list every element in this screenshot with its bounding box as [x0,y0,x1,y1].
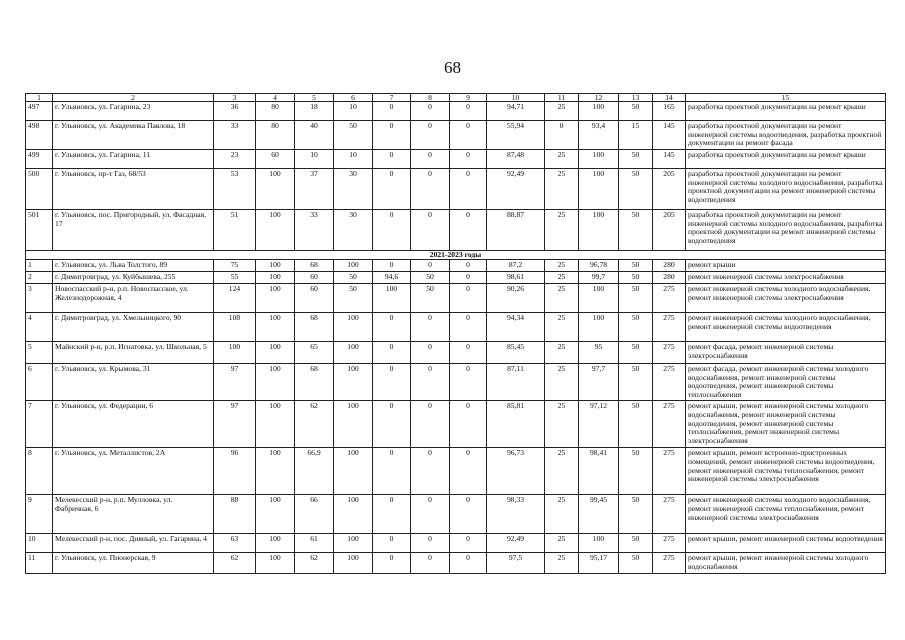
table-cell: 50 [619,102,653,121]
table-row [26,553,886,573]
table-cell: 25 [545,342,579,364]
page-number: 68 [444,58,461,77]
table-cell: 15 [619,121,653,150]
table-cell: 94,34 [487,313,545,342]
table-cell: 80 [256,102,295,121]
table-cell: 97 [214,401,256,448]
table-cell: 100 [579,284,619,313]
table-cell: 50 [619,169,653,210]
table-cell: 68 [295,364,334,401]
table-cell: 50 [619,284,653,313]
table-cell: 0 [411,342,450,364]
table-cell: 108 [214,313,256,342]
table-cell: 61 [295,534,334,553]
table-cell: 50 [619,495,653,534]
table-cell: 66,9 [295,448,334,495]
table-cell: 0 [373,169,411,210]
column-header: 3 [214,94,256,102]
section-row [26,251,886,260]
table-cell: 50 [411,272,450,284]
table-cell: 96,78 [579,260,619,272]
table-cell: 100 [579,534,619,553]
table-row [26,313,886,342]
table-cell: 0 [450,102,487,121]
table-cell: 0 [373,121,411,150]
table-row [26,260,886,272]
table-cell: ремонт фасада, ремонт инженерной системы холодного водоснабжения, ремонт инженерной системы водоотведения, ремонт инженерной системы теплоснабжения [686,364,886,401]
table-cell: 100 [256,272,295,284]
table-cell: 275 [653,284,686,313]
table-cell: 37 [295,169,334,210]
table-cell: 275 [653,342,686,364]
table-cell: 0 [450,284,487,313]
table-cell: 55 [214,272,256,284]
table-cell: 275 [653,553,686,573]
table-cell: разработка проектной документации на ремонт крыши [686,150,886,169]
table-cell: 50 [334,272,373,284]
table-cell: 98,41 [579,448,619,495]
table-cell: 60 [295,284,334,313]
table-cell: 100 [214,342,256,364]
table-cell: г. Ульяновск, ул. Гагарина, 23 [53,102,214,121]
table-cell: 0 [450,534,487,553]
table-cell: 0 [450,260,487,272]
table-cell: 62 [214,553,256,573]
table-cell: разработка проектной документации на ремонт инженерной системы водоотведения, разработка проектной документации на ремонт фасада [686,121,886,150]
table-cell: 0 [373,553,411,573]
table-cell: 100 [256,313,295,342]
table-cell: 0 [450,169,487,210]
table-cell: разработка проектной документации на ремонт крыши [686,102,886,121]
table-body [26,94,886,574]
table-cell: 0 [450,401,487,448]
table-cell: 50 [619,448,653,495]
table-cell: Мелекесский р-н, р.п. Мулловка, ул. Фабричная, 6 [53,495,214,534]
table-cell: 0 [450,150,487,169]
column-header: 13 [619,94,653,102]
table-cell: 0 [373,342,411,364]
table-cell: 50 [619,401,653,448]
table-cell: 60 [295,272,334,284]
table-cell: ремонт инженерной системы электроснабжения [686,272,886,284]
table-cell: 0 [450,364,487,401]
table-cell: 0 [373,313,411,342]
table-cell: ремонт инженерной системы холодного водоснабжения, ремонт инженерной системы водоотведения [686,313,886,342]
table-cell: 97,7 [579,364,619,401]
table-cell: 1 [26,260,53,272]
table-cell: г. Ульяновск, ул. Льва Толстого, 89 [53,260,214,272]
table-cell: 0 [450,553,487,573]
table-cell: 100 [334,534,373,553]
table-cell: 100 [334,448,373,495]
table-cell: ремонт крыши, ремонт инженерной системы холодного водоснабжения [686,553,886,573]
table-cell: 100 [373,284,411,313]
table-cell: 97,5 [487,553,545,573]
table-cell: 0 [411,364,450,401]
table-cell: 2 [26,272,53,284]
table-cell: 205 [653,210,686,251]
table-cell: 50 [619,553,653,573]
table-row [26,210,886,251]
table-cell: 100 [256,495,295,534]
table-cell: 10 [334,150,373,169]
table-cell: 165 [653,102,686,121]
table-cell: 0 [373,401,411,448]
table-cell: 100 [256,448,295,495]
table-cell: 25 [545,553,579,573]
table-cell: 25 [545,272,579,284]
table-cell: разработка проектной документации на ремонт инженерной системы холодного водоснабжения, разработка проектной документации на ремонт инженерной системы водоотведения [686,169,886,210]
table-cell: 95,17 [579,553,619,573]
table-cell: 205 [653,169,686,210]
table-cell: 50 [619,313,653,342]
table-cell: 275 [653,401,686,448]
table-cell: 275 [653,313,686,342]
table-cell: 92,49 [487,534,545,553]
table-cell: 0 [411,553,450,573]
table-cell: 0 [411,150,450,169]
table-cell: г. Ульяновск, ул. Крымова, 31 [53,364,214,401]
table-cell: 99,45 [579,495,619,534]
table-cell: 100 [579,210,619,251]
table-cell: 87,11 [487,364,545,401]
table-cell: 8 [26,448,53,495]
table-cell: 100 [256,342,295,364]
table-cell: 97,12 [579,401,619,448]
column-header: 6 [334,94,373,102]
column-header: 14 [653,94,686,102]
table-cell: 98,33 [487,495,545,534]
table-cell: г. Ульяновск, ул. Гагарина, 11 [53,150,214,169]
table-cell: 100 [334,495,373,534]
table-cell: 62 [295,553,334,573]
table-cell: 3 [26,284,53,313]
table-cell: 0 [373,364,411,401]
table-cell: 0 [411,102,450,121]
table-cell: 25 [545,313,579,342]
table-row [26,495,886,534]
table-cell: ремонт инженерной системы холодного водоснабжения, ремонт инженерной системы электроснабжения [686,284,886,313]
table-cell: 50 [619,342,653,364]
table-cell: 10 [26,534,53,553]
table-cell: 499 [26,150,53,169]
table-cell: г. Димитровград, ул. Хмельницкого, 90 [53,313,214,342]
table-cell: 100 [334,342,373,364]
table-cell: 30 [334,169,373,210]
table-cell: 51 [214,210,256,251]
table-cell: 4 [26,313,53,342]
table-cell: 498 [26,121,53,150]
table-cell: 100 [334,553,373,573]
table-cell: 0 [373,260,411,272]
table-cell: 100 [256,260,295,272]
table-cell: 87,48 [487,150,545,169]
table-cell: 85,81 [487,401,545,448]
table-cell: ремонт крыши, ремонт инженерной системы водоотведения [686,534,886,553]
table-cell: 100 [334,401,373,448]
table-cell: г. Димитровград, ул. Куйбышева, 255 [53,272,214,284]
column-header: 11 [545,94,579,102]
table-cell: 25 [545,401,579,448]
table-cell: 501 [26,210,53,251]
table-cell: 0 [411,448,450,495]
table-cell: 500 [26,169,53,210]
table-cell: Майнский р-н, р.п. Игнатовка, ул. Школьная, 5 [53,342,214,364]
table-cell: 50 [619,210,653,251]
table-cell: 0 [450,495,487,534]
table-cell: 100 [256,401,295,448]
table-cell: 36 [214,102,256,121]
table-cell: 100 [256,169,295,210]
column-header: 12 [579,94,619,102]
table-cell: 97 [214,364,256,401]
table-cell: 96,73 [487,448,545,495]
column-header: 8 [411,94,450,102]
table-cell: 0 [411,210,450,251]
table-cell: 10 [295,150,334,169]
table-cell: 100 [256,284,295,313]
table-cell: 0 [373,150,411,169]
table-cell: 53 [214,169,256,210]
table-cell: 68 [295,260,334,272]
table-cell: Мелекесский р-н, пос. Дивный, ул. Гагарина, 4 [53,534,214,553]
table-row [26,342,886,364]
table-cell: 94,6 [373,272,411,284]
table-cell: 280 [653,260,686,272]
table-cell: 0 [411,260,450,272]
table-cell: 25 [545,284,579,313]
table-cell: 66 [295,495,334,534]
table-cell: 0 [373,534,411,553]
table-cell: 75 [214,260,256,272]
table-cell: 275 [653,448,686,495]
table-cell: 50 [619,260,653,272]
table-cell: 25 [545,169,579,210]
table-cell: 55,94 [487,121,545,150]
table-cell: 33 [295,210,334,251]
table-row [26,121,886,150]
table-cell: 100 [334,260,373,272]
table-row [26,102,886,121]
table-row [26,448,886,495]
table-cell: 0 [373,495,411,534]
table-cell: 50 [411,284,450,313]
table-cell: 40 [295,121,334,150]
table-cell: 0 [545,121,579,150]
table-cell: 23 [214,150,256,169]
table-cell: 100 [256,364,295,401]
table-cell: 50 [619,534,653,553]
section-title: 2021-2023 годы [26,251,886,260]
table-cell: 0 [411,534,450,553]
table-cell: 145 [653,150,686,169]
table-cell: г. Ульяновск, ул. Металлистов, 2А [53,448,214,495]
table-cell: г. Ульяновск, ул. Академика Павлова, 18 [53,121,214,150]
table-cell: 33 [214,121,256,150]
table-cell: ремонт крыши [686,260,886,272]
table-cell: 9 [26,495,53,534]
table-cell: ремонт инженерной системы холодного водоснабжения, ремонт инженерной системы теплоснабжения, ремонт инженерной системы электроснабжения [686,495,886,534]
table-cell: 100 [579,169,619,210]
table-cell: 145 [653,121,686,150]
table-cell: 100 [334,313,373,342]
table-cell: ремонт крыши, ремонт встроенно-пристроенных помещений, ремонт инженерной системы водоотведения, ремонт инженерной системы теплоснабжения, ремонт инженерной системы электроснабжения [686,448,886,495]
table-cell: 0 [411,169,450,210]
table-cell: Новоспасский р-н, р.п. Новоспасское, ул. Железнодорожная, 4 [53,284,214,313]
table-cell: г. Ульяновск, пр-т Газ, 68/53 [53,169,214,210]
table-cell: 95 [579,342,619,364]
table-cell: 100 [579,102,619,121]
table-cell: 25 [545,210,579,251]
table-cell: 25 [545,534,579,553]
table-cell: 87,2 [487,260,545,272]
header-row [26,94,886,102]
column-header: 5 [295,94,334,102]
table-cell: 80 [256,121,295,150]
table-cell: 0 [450,342,487,364]
column-header: 1 [26,94,53,102]
table-cell: 0 [411,121,450,150]
table-cell: 275 [653,364,686,401]
table-cell: г. Ульяновск, пос. Пригородный, ул. Фасадная, 17 [53,210,214,251]
table-cell: 10 [334,102,373,121]
table-cell: 124 [214,284,256,313]
table-cell: 5 [26,342,53,364]
table-cell: г. Ульяновск, ул. Пионерская, 9 [53,553,214,573]
table-cell: 98,61 [487,272,545,284]
table-row [26,364,886,401]
table-cell: 497 [26,102,53,121]
table-cell: 25 [545,150,579,169]
table-cell: 25 [545,364,579,401]
table-row [26,534,886,553]
table-cell: 0 [450,272,487,284]
table-row [26,272,886,284]
table-cell: 0 [411,401,450,448]
table-cell: 25 [545,260,579,272]
table-cell: 275 [653,495,686,534]
table-cell: 63 [214,534,256,553]
column-header: 15 [686,94,886,102]
table-cell: 60 [256,150,295,169]
table-cell: 25 [545,448,579,495]
table-cell: 100 [579,313,619,342]
table-cell: 100 [334,364,373,401]
table-cell: 94,71 [487,102,545,121]
table-cell: 0 [373,102,411,121]
table-cell: 93,4 [579,121,619,150]
table-cell: 0 [450,121,487,150]
column-header: 7 [373,94,411,102]
table-cell: 68 [295,313,334,342]
column-header: 10 [487,94,545,102]
table-cell: 100 [256,534,295,553]
table-cell: 100 [579,150,619,169]
table-cell: ремонт крыши, ремонт инженерной системы холодного водоснабжения, ремонт инженерной системы водоотведения, ремонт инженерной системы теплоснабжения, ремонт инженерной системы электроснабжения [686,401,886,448]
table-cell: 7 [26,401,53,448]
table-cell: 50 [619,272,653,284]
table-cell: г. Ульяновск, ул. Федерации, 6 [53,401,214,448]
table-row [26,284,886,313]
table-cell: 50 [334,284,373,313]
table-cell: 96 [214,448,256,495]
column-header: 4 [256,94,295,102]
table-cell: 11 [26,553,53,573]
table-cell: 88,87 [487,210,545,251]
table-cell: 50 [619,150,653,169]
table-row [26,150,886,169]
table-cell: 100 [256,553,295,573]
column-header: 2 [53,94,214,102]
table-cell: 50 [619,364,653,401]
table-cell: 90,26 [487,284,545,313]
table-cell: 0 [411,313,450,342]
table-cell: 275 [653,534,686,553]
table-cell: 50 [334,121,373,150]
table-row [26,401,886,448]
table-cell: 0 [450,210,487,251]
table-cell: 25 [545,495,579,534]
table-cell: 100 [256,210,295,251]
table-cell: 99,7 [579,272,619,284]
table-cell: 92,49 [487,169,545,210]
table-cell: 0 [450,313,487,342]
table-cell: 85,45 [487,342,545,364]
registry-table [25,93,886,574]
column-header: 9 [450,94,487,102]
table-cell: 25 [545,102,579,121]
table-cell: 0 [373,448,411,495]
table-cell: 6 [26,364,53,401]
table-cell: разработка проектной документации на ремонт инженерной системы холодного водоснабжения, разработка проектной документации на ремонт инженерной системы водоотведения [686,210,886,251]
table-cell: 18 [295,102,334,121]
table-cell: 0 [373,210,411,251]
table-cell: 88 [214,495,256,534]
table-cell: 65 [295,342,334,364]
table-cell: 30 [334,210,373,251]
table-cell: ремонт фасада, ремонт инженерной системы электроснабжения [686,342,886,364]
table-cell: 280 [653,272,686,284]
table-cell: 0 [450,448,487,495]
table-row [26,169,886,210]
table-cell: 62 [295,401,334,448]
table-cell: 0 [411,495,450,534]
